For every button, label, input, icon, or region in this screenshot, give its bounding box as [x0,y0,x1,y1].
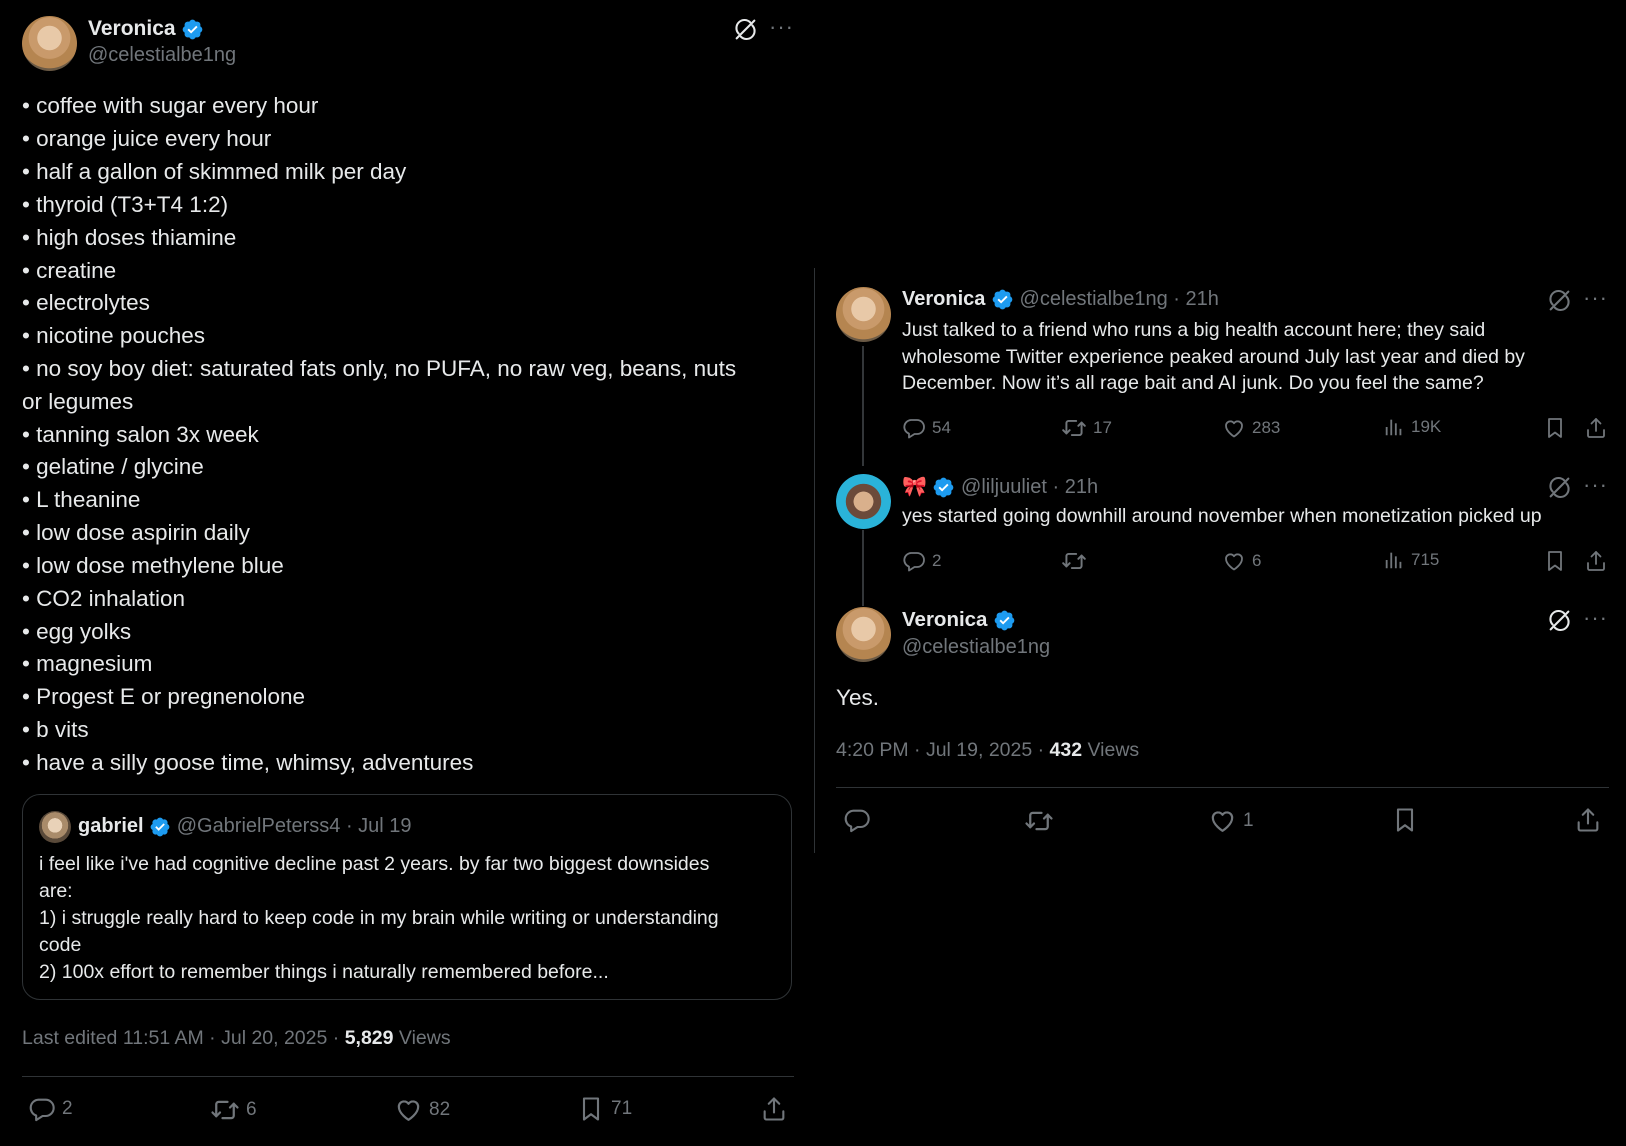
share-icon [1584,416,1608,440]
reply-icon [843,806,871,834]
list-item: • coffee with sugar every hour [22,93,319,118]
tweet-text-line: December. Now it’s all rage bait and AI junk. Do you feel the same? [902,372,1484,394]
quote-author-handle[interactable]: @GabrielPeterss4 [176,815,341,837]
share-icon [1574,806,1602,834]
bookmark-icon [1543,549,1567,573]
like-icon [394,1095,423,1124]
avatar[interactable] [22,16,77,71]
reply-count: 2 [62,1098,73,1119]
like-count: 6 [1252,551,1262,570]
bookmark-button[interactable] [577,1095,632,1123]
grok-icon[interactable] [1547,475,1572,500]
timestamp[interactable]: 4:20 PM · Jul 19, 2025 · [836,739,1045,761]
quote-text-line: i feel like i've had cognitive decline past 2 years. by far two biggest downsides [39,853,710,875]
list-item: • thyroid (T3+T4 1:2) [22,192,229,217]
list-item: • nicotine pouches [22,323,205,348]
tweet-time[interactable]: · 21h [1173,288,1219,310]
list-item: • creatine [22,258,117,283]
bookmark-button[interactable] [1543,549,1567,573]
like-icon [1222,416,1246,440]
views-count: 432 [1049,739,1083,761]
like-icon [1222,549,1246,573]
grok-icon[interactable] [1547,288,1572,313]
grok-icon[interactable] [733,17,758,42]
thread-line [862,530,864,606]
tweet-text: Yes. [836,685,879,710]
like-count: 82 [429,1098,451,1120]
views-icon [1383,549,1405,571]
author-handle[interactable]: @celestialbe1ng [88,44,237,66]
views-label: Views [398,1027,451,1049]
tweet-time[interactable]: · 21h [1052,476,1099,498]
views-button[interactable] [1383,416,1441,438]
reply-icon [28,1095,56,1123]
list-item: • electrolytes [22,290,150,315]
list-item: • orange juice every hour [22,126,272,151]
list-item: • magnesium [22,651,153,676]
verified-badge-icon [991,288,1014,311]
author-handle[interactable]: @liljuuliet [961,476,1047,498]
like-count: 283 [1252,418,1281,437]
author-handle[interactable]: @celestialbe1ng [1019,288,1168,310]
more-icon[interactable]: ··· [1583,605,1608,630]
reply-count: 2 [932,551,942,570]
more-icon[interactable]: ··· [1583,472,1608,497]
list-item: • L theanine [22,487,141,512]
like-button[interactable] [1208,806,1254,835]
share-button[interactable] [1584,416,1608,440]
reply-button[interactable] [902,549,941,573]
list-item: • low dose aspirin daily [22,520,250,545]
list-item: • b vits [22,717,89,742]
views-button[interactable] [1383,549,1439,571]
bookmark-button[interactable] [1543,416,1567,440]
avatar[interactable] [836,607,891,662]
tweet-text: yes started going downhill around november when monetization picked up [902,505,1542,527]
views-count: 5,829 [344,1027,394,1049]
repost-button[interactable] [210,1095,257,1125]
list-item: • egg yolks [22,619,132,644]
author-name[interactable]: Veronica [902,288,986,310]
quote-text-line: 1) i struggle really hard to keep code in my brain while writing or understanding [39,907,719,929]
repost-icon [1061,415,1087,441]
bookmark-icon [1543,416,1567,440]
author-handle[interactable]: @celestialbe1ng [902,636,1051,658]
list-item: • low dose methylene blue [22,553,284,578]
like-button[interactable] [394,1095,450,1124]
quote-author-name[interactable]: gabriel [78,815,144,837]
list-item: • have a silly goose time, whimsy, adventures [22,750,474,775]
quote-date[interactable]: · Jul 19 [345,815,412,837]
like-count: 1 [1243,809,1254,831]
column-separator [814,268,815,853]
verified-badge-icon [993,609,1016,632]
verified-badge-icon [149,816,171,838]
tweet-text-line: wholesome Twitter experience peaked around July last year and died by [902,345,1525,368]
list-item: or legumes [22,389,134,414]
list-item: • CO2 inhalation [22,586,185,611]
quote-avatar[interactable] [39,811,71,843]
tweet-text-line: Just talked to a friend who runs a big health account here; they said [902,319,1486,341]
repost-button[interactable] [1061,415,1112,441]
list-item: • gelatine / glycine [22,454,204,479]
repost-count: 6 [246,1099,257,1120]
list-item: • no soy boy diet: saturated fats only, no PUFA, no raw veg, beans, nuts [22,356,737,381]
verified-badge-icon [181,18,204,41]
list-item: • tanning salon 3x week [22,422,259,447]
like-button[interactable] [1222,549,1261,573]
list-item: • high doses thiamine [22,225,237,250]
views-count: 715 [1411,550,1440,569]
reply-button[interactable] [28,1095,73,1123]
list-item: • half a gallon of skimmed milk per day [22,159,407,184]
quote-text-line: code [39,934,82,956]
repost-count: 17 [1093,418,1112,437]
reply-button[interactable] [843,806,871,834]
list-item: • Progest E or pregnenolone [22,684,306,709]
repost-icon [210,1095,240,1125]
more-icon[interactable]: ··· [769,14,794,39]
views-count: 19K [1411,417,1442,436]
more-icon[interactable]: ··· [1583,285,1608,310]
bookmark-icon [577,1095,605,1123]
bookmark-icon [1391,806,1419,834]
quote-tweet-card[interactable] [22,794,792,1000]
share-button[interactable] [1574,806,1602,834]
avatar[interactable] [836,474,891,529]
like-button[interactable] [1222,416,1280,440]
divider [836,787,1609,788]
repost-button[interactable] [1024,806,1054,836]
thread-line [862,346,864,466]
repost-icon [1024,806,1054,836]
repost-icon [1061,548,1087,574]
author-name[interactable]: Veronica [902,608,988,631]
reply-icon [902,549,926,573]
bookmark-button[interactable] [1391,806,1419,834]
like-icon [1208,806,1237,835]
reply-count: 54 [932,418,951,437]
reply-icon [902,416,926,440]
share-icon [760,1095,788,1123]
bookmark-count: 71 [611,1098,633,1119]
views-icon [1383,416,1405,438]
grok-icon[interactable] [1547,608,1572,633]
avatar[interactable] [836,287,891,342]
repost-button[interactable] [1061,548,1087,574]
share-button[interactable] [760,1095,788,1123]
quote-text-line: are: [39,880,73,902]
verified-badge-icon [932,476,955,499]
emoji-name[interactable]: 🎀 [902,476,927,498]
reply-button[interactable] [902,416,951,440]
views-label: Views [1087,739,1140,761]
quote-text-line: 2) 100x effort to remember things i naturally remembered before... [39,961,609,983]
author-name[interactable]: Veronica [88,17,176,40]
share-button[interactable] [1584,549,1608,573]
edited-timestamp[interactable]: Last edited 11:51 AM · Jul 20, 2025 · [22,1027,340,1049]
share-icon [1584,549,1608,573]
divider [22,1076,794,1077]
